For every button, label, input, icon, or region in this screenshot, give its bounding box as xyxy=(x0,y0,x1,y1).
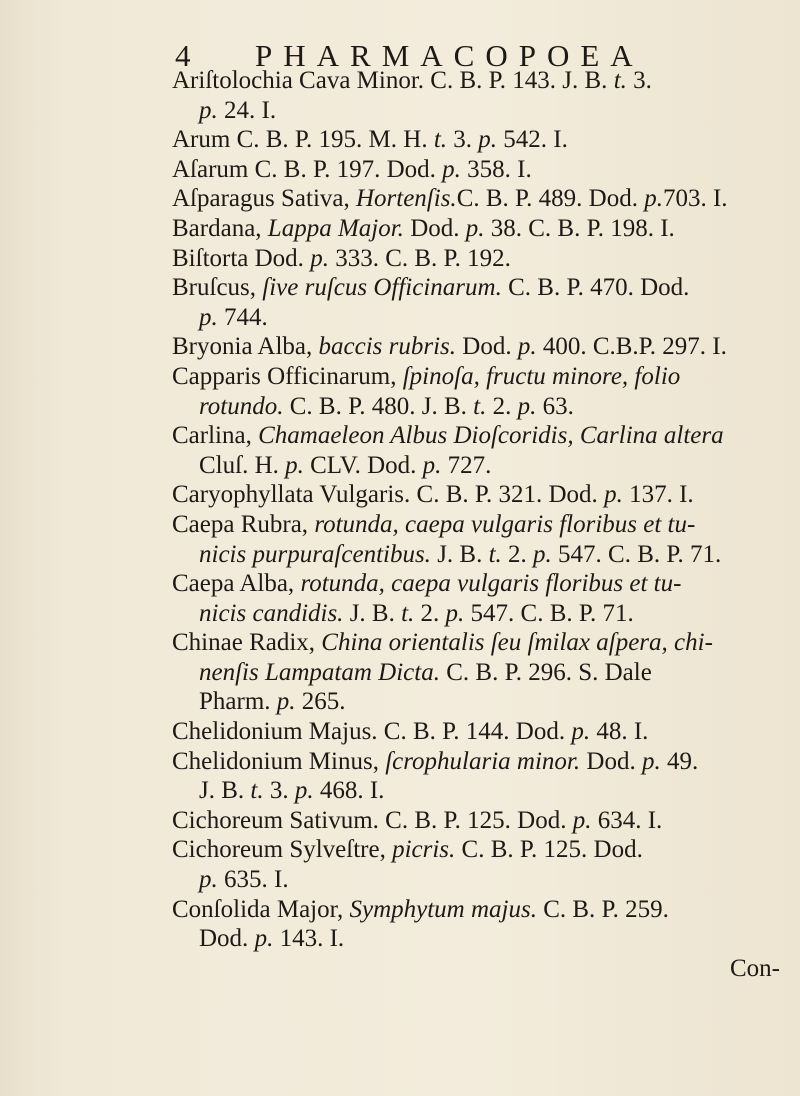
text-segment: Cluſ. H. xyxy=(199,451,286,479)
text-segment: Cichoreum Sylveſtre, xyxy=(172,836,393,864)
entry-line xyxy=(172,273,792,303)
entry-line xyxy=(172,835,792,865)
text-segment: nicis purpuraſcentibus. xyxy=(199,540,431,568)
text-segment: 727. xyxy=(441,451,492,479)
text-segment: ſpinoſa, fructu minore, folio xyxy=(402,362,681,390)
text-segment: 2. xyxy=(501,540,534,568)
text-segment: Cichoreum Sativum. C. B. P. 125. Dod. xyxy=(172,806,573,834)
text-segment: Lappa Major. xyxy=(267,214,404,242)
text-segment: Capparis Officinarum, xyxy=(172,362,403,390)
text-segment: p. xyxy=(478,126,498,154)
text-segment: rotunda, caepa vulgaris floribus et tu- xyxy=(314,510,696,538)
text-segment: rotunda, caepa vulgaris floribus et tu- xyxy=(300,570,682,598)
text-segment: Caryophyllata Vulgaris. C. B. P. 321. Dod. xyxy=(172,481,605,509)
text-segment: 3. xyxy=(626,67,652,94)
entry-line xyxy=(172,332,792,362)
text-segment: p. xyxy=(276,688,296,716)
text-segment: Biſtorta Dod. xyxy=(172,244,311,272)
entry-line xyxy=(172,510,792,540)
text-segment: 634. I. xyxy=(591,806,663,834)
text-segment: Bardana, xyxy=(172,214,268,242)
text-segment: 547. C. B. P. 71. xyxy=(464,599,634,627)
text-segment: p. xyxy=(641,747,661,775)
text-segment: p. xyxy=(199,96,218,124)
text-segment: p. xyxy=(533,540,552,568)
entry-line xyxy=(172,658,792,688)
entry-line xyxy=(172,392,792,422)
entry-line xyxy=(172,540,792,570)
text-segment: ſive ruſcus Officinarum. xyxy=(262,274,502,302)
text-segment: p. xyxy=(422,451,442,479)
text-segment: ſcrophularia minor. xyxy=(385,747,581,775)
entry-line xyxy=(172,421,792,451)
text-segment: t. xyxy=(613,67,627,94)
text-segment: Bryonia Alba, xyxy=(172,333,319,361)
entry-line xyxy=(172,806,792,836)
text-segment: 400. C.B.P. 297. I. xyxy=(536,333,727,361)
text-segment: p. xyxy=(294,777,314,805)
text-segment: 143. I. xyxy=(273,925,345,953)
text-segment: 703. I. xyxy=(662,185,728,213)
text-segment: p. xyxy=(517,392,537,420)
entry-line xyxy=(172,155,792,185)
text-segment: C. B. P. 296. S. Dale xyxy=(439,658,652,686)
entry-line xyxy=(172,776,792,806)
text-segment: C. B. P. 470. Dod. xyxy=(501,274,690,302)
entry-line xyxy=(172,924,792,954)
text-segment: Caepa Rubra, xyxy=(172,510,315,538)
text-segment: p. xyxy=(254,925,274,953)
text-segment: C. B. P. 259. xyxy=(536,895,669,923)
text-segment: 49. xyxy=(660,747,699,775)
text-segment: rotundo. xyxy=(199,392,284,420)
text-segment: Con- xyxy=(730,954,780,982)
entry-line xyxy=(172,865,792,895)
text-segment: p. xyxy=(644,185,663,213)
text-segment: 547. C. B. P. 71. xyxy=(551,540,722,568)
text-segment: Chamaeleon Albus Dioſcoridis, Carlina altera xyxy=(258,422,724,450)
entry-line xyxy=(172,214,792,244)
text-segment: CLV. Dod. xyxy=(303,451,423,479)
entry-line xyxy=(172,569,792,599)
text-segment: t. xyxy=(433,126,448,154)
text-segment: Symphytum majus. xyxy=(349,895,537,923)
text-segment: nenſis Lampatam Dicta. xyxy=(199,658,440,686)
text-segment: 542. I. xyxy=(497,126,568,154)
text-segment: 48. I. xyxy=(590,718,649,746)
text-segment: 635. I. xyxy=(217,866,289,894)
text-segment: Conſolida Major, xyxy=(172,895,350,923)
text-segment: p. xyxy=(604,481,623,509)
text-segment: Dod. xyxy=(199,925,255,953)
entry-line xyxy=(172,244,792,274)
text-segment: Dod. xyxy=(403,214,466,242)
text-segment: China orientalis ſeu ſmilax aſpera, chi- xyxy=(321,629,713,657)
text-segment: Dod. xyxy=(456,333,518,361)
text-segment: 333. C. B. P. 192. xyxy=(328,244,511,272)
text-segment: Aſarum C. B. P. 197. Dod. xyxy=(172,155,443,183)
text-segment: 744. xyxy=(217,303,268,331)
text-segment: Chelidonium Majus. C. B. P. 144. Dod. xyxy=(172,718,572,746)
text-segment: t. xyxy=(473,392,487,420)
entry-line xyxy=(172,184,792,214)
text-segment: 358. I. xyxy=(460,155,532,183)
text-segment: C. B. P. 489. Dod. xyxy=(456,185,645,213)
text-segment: J. B. xyxy=(199,777,251,805)
text-segment: p. xyxy=(199,303,218,331)
text-segment: Chinae Radix, xyxy=(172,629,322,657)
text-segment: Pharm. xyxy=(199,688,277,716)
text-segment: p. xyxy=(571,718,591,746)
text-segment: p. xyxy=(310,244,329,272)
page-number: 4 xyxy=(175,38,191,73)
text-segment: 2. xyxy=(486,392,518,420)
text-segment: Arum C. B. P. 195. M. H. xyxy=(172,126,434,154)
text-segment: p. xyxy=(445,599,465,627)
text-segment: p. xyxy=(199,866,218,894)
text-segment: 24. I. xyxy=(217,96,277,124)
text-segment: p. xyxy=(465,214,485,242)
text-segment: 38. C. B. P. 198. I. xyxy=(484,214,675,242)
text-segment: p. xyxy=(285,451,304,479)
catchword xyxy=(172,954,792,984)
running-title: PHARMACOPOEA xyxy=(255,38,644,73)
text-segment: t. xyxy=(250,777,264,805)
text-segment: 63. xyxy=(536,392,574,420)
text-segment: J. B. xyxy=(430,540,489,568)
entry-line xyxy=(172,66,792,96)
entry-line xyxy=(172,687,792,717)
entry-line xyxy=(172,362,792,392)
text-segment: C. B. P. 125. Dod. xyxy=(455,836,643,864)
text-segment: Ariſtolochia Cava Minor. C. B. P. 143. J. B. xyxy=(172,67,614,94)
text-segment: baccis rubris. xyxy=(318,333,457,361)
entry-line xyxy=(172,717,792,747)
text-segment: Bruſcus, xyxy=(172,274,263,302)
text-segment: 265. xyxy=(295,688,346,716)
text-segment: picris. xyxy=(392,836,456,864)
text-segment: nicis candidis. xyxy=(199,599,344,627)
text-segment: Chelidonium Minus, xyxy=(172,747,386,775)
text-segment: 2. xyxy=(414,599,446,627)
text-segment: t. xyxy=(401,599,415,627)
text-segment: t. xyxy=(488,540,502,568)
text-segment: Carlina, xyxy=(172,422,259,450)
entry-line xyxy=(172,125,792,155)
entry-line xyxy=(172,451,792,481)
entry-line xyxy=(172,628,792,658)
entry-line xyxy=(172,303,792,333)
text-segment: Aſparagus Sativa, xyxy=(172,185,356,213)
entry-line xyxy=(172,895,792,925)
text-segment: Caepa Alba, xyxy=(172,570,301,598)
text-segment: J. B. xyxy=(343,599,402,627)
text-segment: p. xyxy=(572,806,592,834)
text-segment: 3. xyxy=(263,777,295,805)
text-segment: C. B. P. 480. J. B. xyxy=(283,392,474,420)
text-segment: 3. xyxy=(447,126,479,154)
entry-line xyxy=(172,96,792,126)
entry-line xyxy=(172,747,792,777)
text-segment: Hortenſis. xyxy=(355,185,457,213)
text-segment: Dod. xyxy=(580,747,642,775)
text-segment: p. xyxy=(517,333,537,361)
text-segment: p. xyxy=(442,155,461,183)
text-segment: 137. I. xyxy=(622,481,694,509)
text-segment: 468. I. xyxy=(313,777,385,805)
entry-line xyxy=(172,599,792,629)
entry-list xyxy=(172,66,792,983)
entry-line xyxy=(172,480,792,510)
